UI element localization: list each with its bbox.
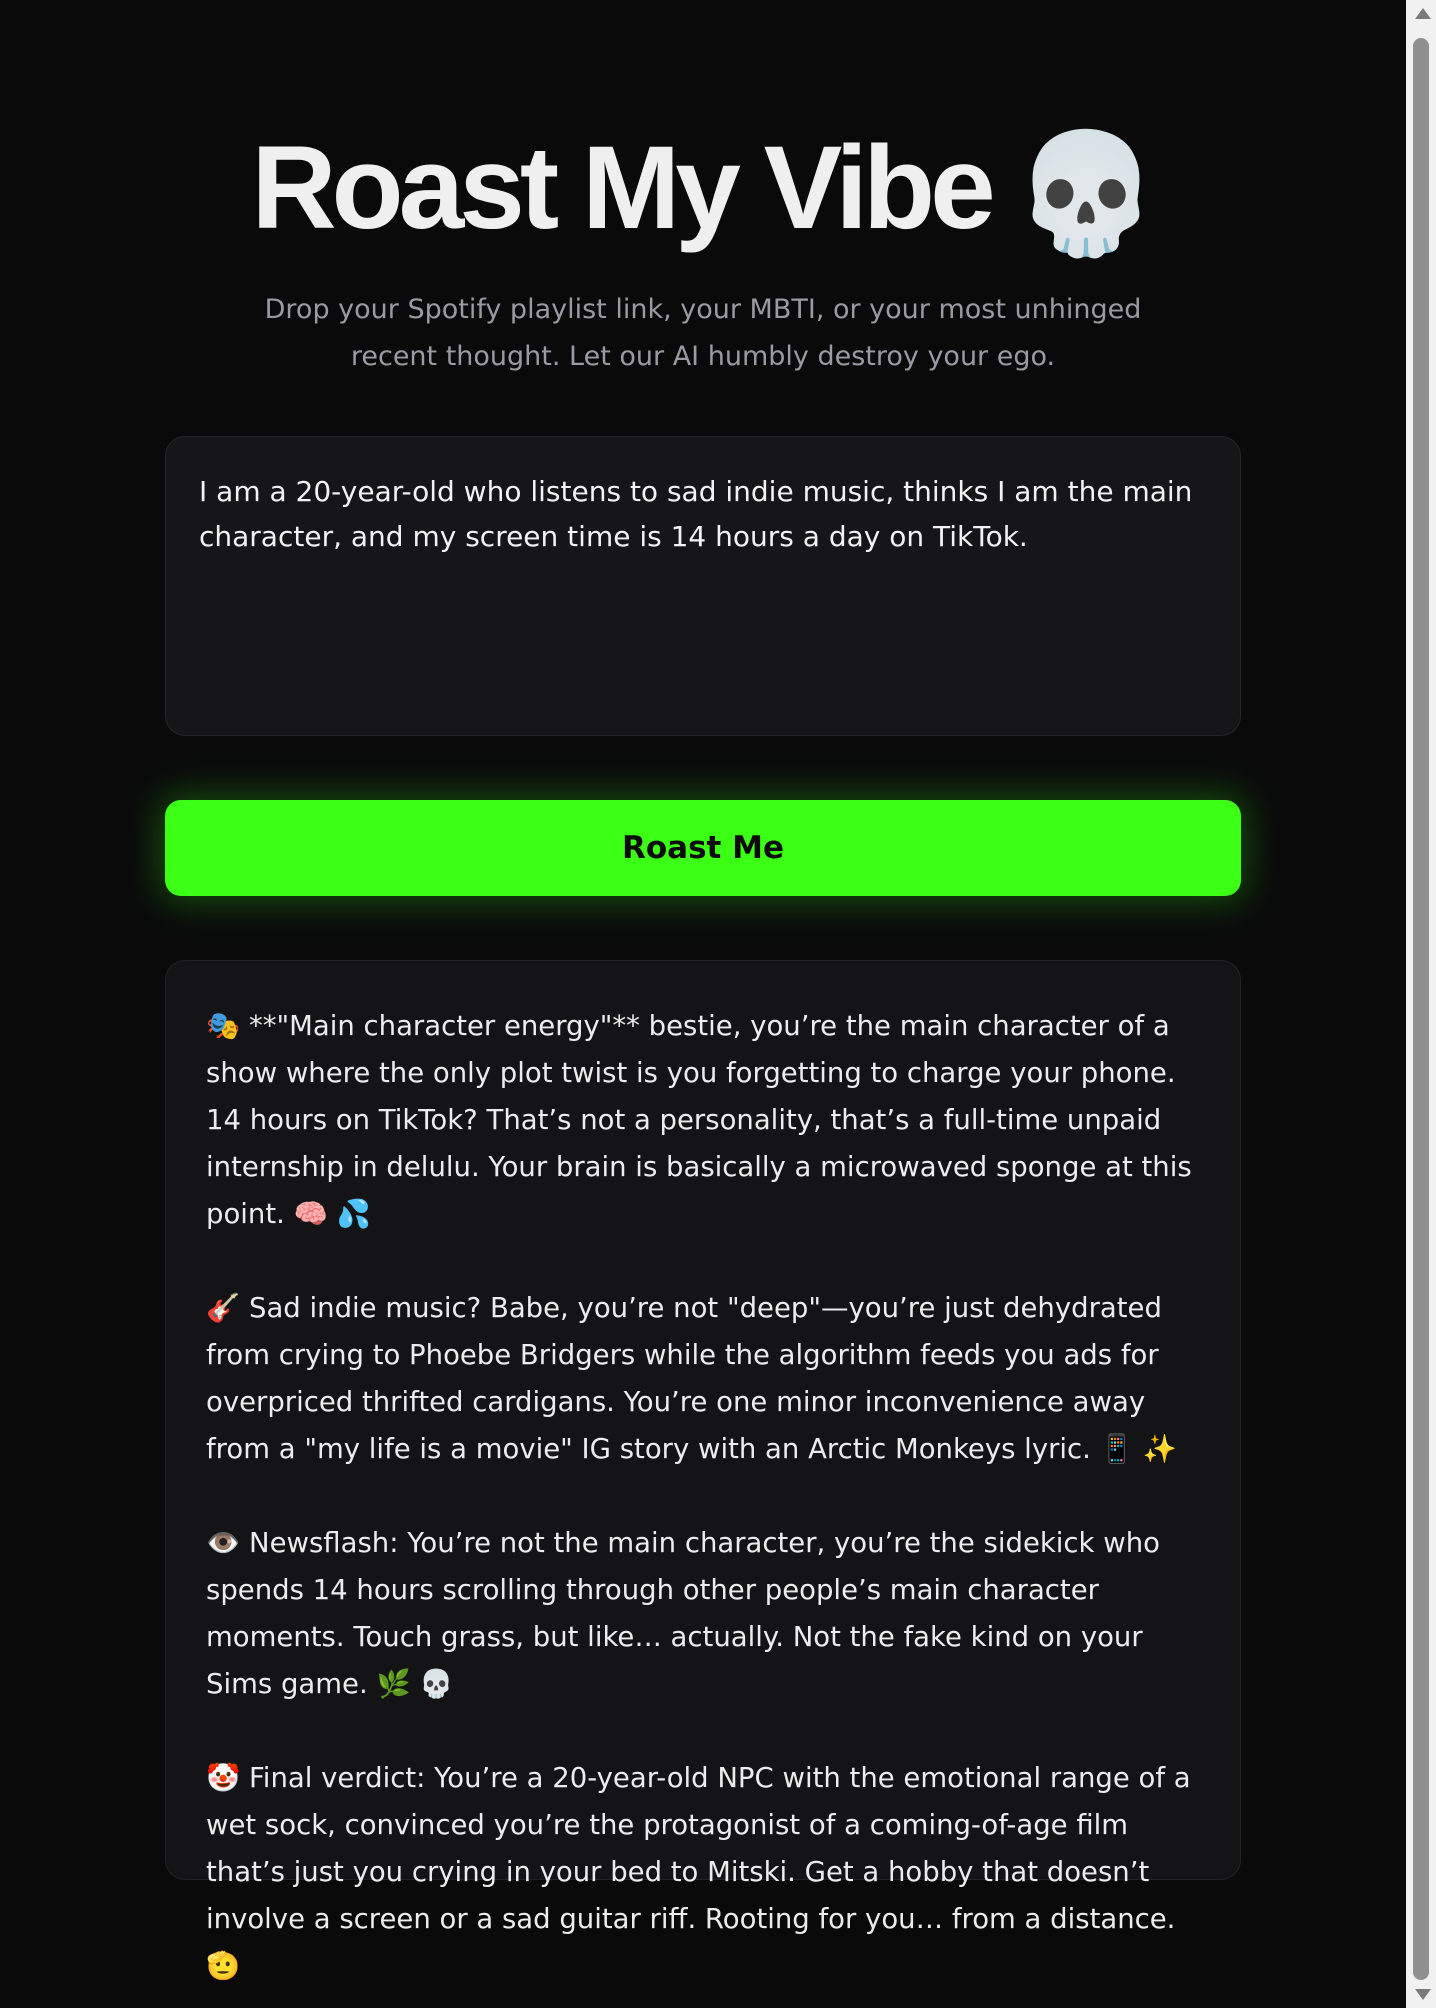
roast-paragraph <box>206 1285 1210 1473</box>
roast-output <box>165 960 1241 1982</box>
roast-me-button[interactable]: Roast Me <box>165 800 1241 896</box>
guitar-icon: 🎸 <box>206 1292 241 1324</box>
page-title <box>165 118 1241 264</box>
roast-text: Newsflash: You’re not the main character, you’re the sidekick who spends 14 hours scrolling through other people’s main character moments. Touch grass, but like… actually. Not the fake kind on your Sims game. 🌿 💀 <box>206 1527 1160 1700</box>
roast-text: Final verdict: You’re a 20-year-old NPC with the emotional range of a wet sock, convinced you’re the protagonist of a coming-of-age film that’s just you crying in your bed to Mitski. Get a hobby that doesn’t involve a screen or a sad guitar riff. Rooting for you… from a distance. 🫡 <box>206 1762 1191 1982</box>
page-subtitle: Drop your Spotify playlist link, your MBTI, or your most unhinged recent thought. Let our AI humbly destroy your ego. <box>264 294 1142 372</box>
scrollbar-thumb[interactable] <box>1413 38 1429 1980</box>
vibe-input[interactable]: I am a 20-year-old who listens to sad indie music, thinks I am the main character, and my screen time is 14 hours a day on TikTok. <box>165 436 1241 736</box>
roast-paragraph <box>206 1520 1210 1708</box>
clown-icon: 🤡 <box>206 1762 241 1794</box>
roast-text: **"Main character energy"** bestie, you’re the main character of a show where the only plot twist is you forgetting to charge your phone. 14 hours on TikTok? That’s not a personality, that’s a full-time unpaid internship in delulu. Your brain is basically a microwaved sponge at this point. 🧠 💦 <box>206 1010 1192 1230</box>
scrollbar[interactable] <box>1406 0 1436 2008</box>
roast-paragraph <box>206 1003 1210 1238</box>
header <box>165 118 1241 380</box>
title-text: Roast My Vibe <box>251 122 991 254</box>
scroll-up-arrow-icon[interactable] <box>1415 8 1431 19</box>
theater-masks-icon: 🎭 <box>206 1010 241 1042</box>
roast-text: Sad indie music? Babe, you’re not "deep"—you’re just dehydrated from crying to Phoebe Bridgers while the algorithm feeds you ads for overpriced thrifted cardigans. You’re one minor inconvenience away from a "my life is a movie" IG story with an Arctic Monkeys lyric. 📱 ✨ <box>206 1292 1177 1465</box>
scroll-down-arrow-icon[interactable] <box>1415 1989 1431 2000</box>
eye-icon: 👁️ <box>206 1527 241 1559</box>
roast-paragraph <box>206 1755 1210 1990</box>
skull-icon: 💀 <box>1012 128 1155 260</box>
